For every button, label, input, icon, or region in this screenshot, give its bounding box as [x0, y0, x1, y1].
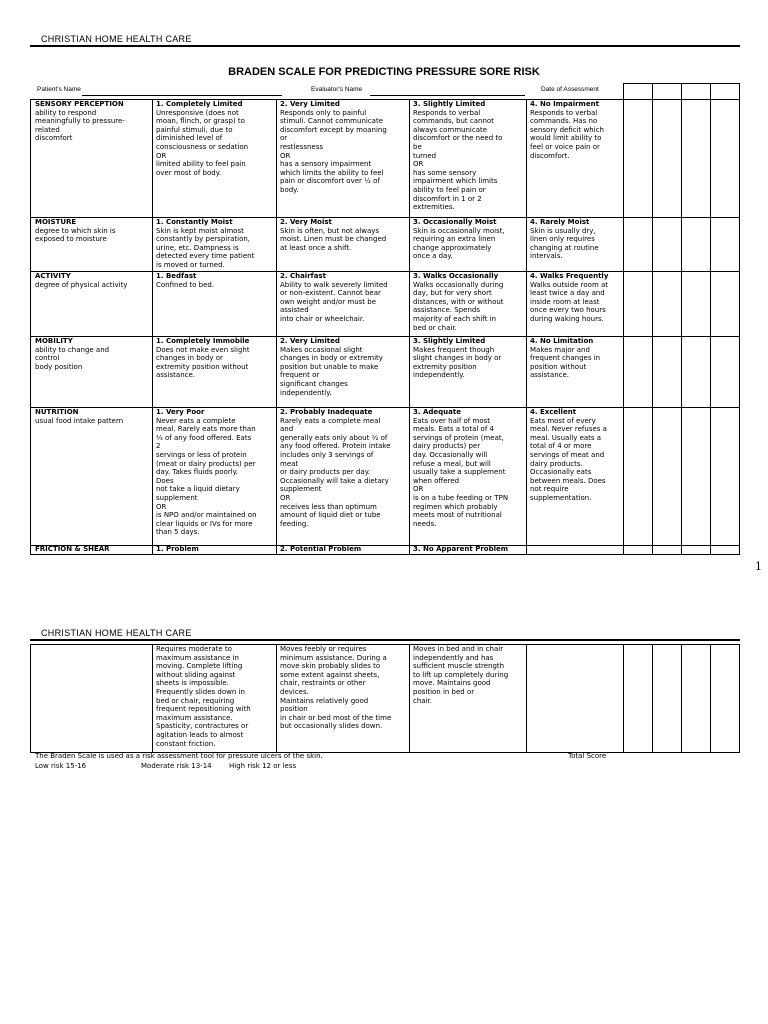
level-cell-2: [280, 545, 407, 553]
col-rule: [623, 99, 624, 554]
level-description: Makes frequent though slight changes in body or extremity position independently.: [413, 345, 502, 380]
header-rule-page-2: [30, 639, 740, 641]
category-title: MOBILITY: [35, 337, 73, 345]
level-cell-4: [530, 408, 621, 544]
level-description: Skin is often, but not always moist. Linen must be changed at least once a shift.: [280, 226, 387, 252]
level-cell-1: [156, 272, 274, 335]
score-col-divider: [710, 83, 711, 554]
category-title: MOISTURE: [35, 218, 77, 226]
score-col-divider: [681, 83, 682, 554]
level-cell-2: [280, 408, 407, 544]
scale-note: The Braden Scale is used as a risk assessment tool for pressure ulcers of the skin.: [35, 752, 323, 760]
level-title: 2. Potential Problem: [280, 545, 362, 553]
level-title: 4. Excellent: [530, 408, 577, 416]
col-rule: [526, 644, 527, 752]
score-col-divider: [652, 83, 653, 554]
col-rule: [409, 644, 410, 752]
level-description: Walks outside room at least twice a day and inside room at least once every two hours during waking hours.: [530, 280, 609, 323]
level-title: 3. Walks Occasionally: [413, 272, 499, 280]
level-title: 2. Very Limited: [280, 100, 340, 108]
level-cell-4: [530, 545, 621, 553]
level-title: 1. Problem: [156, 545, 199, 553]
level-title: 3. No Apparent Problem: [413, 545, 509, 553]
level-cell-1: [156, 100, 274, 216]
org-header: CHRISTIAN HOME HEALTH CARE: [41, 34, 192, 44]
col-rule: [152, 644, 153, 752]
level-description: Eats over half of most meals. Eats a total of 4 servings of protein (meat, dairy products) per day. Occasionally will refuse a meal, but will usually take a supplement when offered OR is on a tube feeding or TPN regimen which probably meets most of nutritional needs.: [413, 416, 509, 528]
evaluator-name-label: Evaluator's Name: [311, 86, 363, 93]
moderate-risk-note: Moderate risk 13-14: [141, 762, 212, 770]
col-rule: [623, 644, 624, 752]
level-description: Skin is usually dry, linen only requires changing at routine intervals.: [530, 226, 599, 261]
level-title: 2. Probably Inadequate: [280, 408, 373, 416]
level-title: 3. Slightly Limited: [413, 100, 486, 108]
col-rule: [152, 99, 153, 554]
col-rule: [526, 99, 527, 554]
level-cell-4: [530, 337, 621, 406]
continuation-cell-2: Moves feebly or requires minimum assistance. During a move skin probably slides to some extent against sheets, chair, restraints or other devices. Maintains relatively good position in chair or bed most of the time but occasionally slides down.: [280, 645, 392, 731]
level-cell-1: [156, 408, 274, 544]
level-title: 1. Constantly Moist: [156, 218, 233, 226]
high-risk-note: High risk 12 or less: [229, 762, 297, 770]
level-cell-4: [530, 272, 621, 335]
patient-name-line[interactable]: [82, 95, 282, 96]
continuation-cell-1: Requires moderate to maximum assistance in moving. Complete lifting without sliding against sheets is impossible. Frequently slides down in bed or chair, requiring frequent repositioning with maximum assistance. Spasticity, contractures or agitation leads to almost constant friction.: [156, 645, 251, 748]
form-title: BRADEN SCALE FOR PREDICTING PRESSURE SORE RISK: [228, 66, 540, 78]
level-cell-3: [413, 408, 524, 544]
total-score-label: Total Score: [568, 752, 607, 760]
category-title: SENSORY PERCEPTION: [35, 100, 124, 108]
level-description: Skin is occasionally moist, requiring an extra linen change approximately once a day.: [413, 226, 505, 261]
category-cell: [35, 545, 149, 553]
level-title: 3. Adequate: [413, 408, 461, 416]
level-cell-2: [280, 337, 407, 406]
category-cell: [35, 408, 149, 544]
level-description: Ability to walk severely limited or non-existent. Cannot bear own weight and/or must be assisted into chair or wheelchair.: [280, 280, 388, 323]
level-description: Rarely eats a complete meal and generally eats only about ½ of any food offered. Protein intake includes only 3 servings of meat or dairy products per day. Occasionally will take a dietary supplement OR receives less than optimum amount of liquid diet or tube feeding.: [280, 416, 391, 528]
level-description: Responds only to painful stimuli. Cannot communicate discomfort except by moaning or restlessness OR has a sensory impairment which limits the ability to feel pain or discomfort over ½ of body.: [280, 108, 387, 194]
level-title: 1. Very Poor: [156, 408, 205, 416]
level-cell-3: [413, 218, 524, 270]
level-description: Responds to verbal commands. Has no sensory deficit which would limit ability to feel or voice pain or discomfort.: [530, 108, 604, 160]
level-description: Responds to verbal commands, but cannot always communicate discomfort or the need to be turned OR has some sensory impairment which limits ability to feel pain or discomfort in 1 or 2 extremities.: [413, 108, 503, 212]
level-description: Does not make even slight changes in body or extremity position without assistance.: [156, 345, 250, 380]
level-cell-2: [280, 218, 407, 270]
level-title: 2. Very Moist: [280, 218, 332, 226]
level-description: Never eats a complete meal. Rarely eats more than ⅓ of any food offered. Eats 2 servings or less of protein (meat or dairy products) per day. Takes fluids poorly. Does not take a liquid dietary supplement OR is NPO and/or maintained on clear liquids or IVs for more than 5 days.: [156, 416, 257, 537]
score-box-top: [623, 83, 740, 84]
level-title: 1. Bedfast: [156, 272, 197, 280]
col-rule: [409, 99, 410, 554]
level-cell-2: [280, 272, 407, 335]
level-title: 4. Walks Frequently: [530, 272, 609, 280]
level-title: 1. Completely Limited: [156, 100, 243, 108]
category-description: degree to which skin is exposed to moisture: [35, 226, 116, 244]
date-label: Date of Assessment: [541, 86, 599, 93]
level-title: 3. Slightly Limited: [413, 337, 486, 345]
page-number: 1: [755, 560, 762, 573]
col-rule: [276, 99, 277, 554]
category-cell: [35, 272, 149, 335]
level-title: 4. Rarely Moist: [530, 218, 590, 226]
col-rule: [276, 644, 277, 752]
low-risk-note: Low risk 15-16: [35, 762, 87, 770]
header-rule: [30, 45, 740, 47]
category-cell: [35, 337, 149, 406]
continuation-cell-3: Moves in bed and in chair independently and has sufficient muscle strength to lift up completely during move. Maintains good position in bed or chair.: [413, 645, 509, 705]
level-cell-1: [156, 218, 274, 270]
patient-name-label: Patient's Name: [37, 86, 81, 93]
level-description: Makes major and frequent changes in position without assistance.: [530, 345, 601, 380]
col-rule: [30, 99, 31, 554]
level-title: 4. No Limitation: [530, 337, 594, 345]
level-cell-4: [530, 100, 621, 216]
category-description: ability to change and control body position: [35, 345, 110, 371]
level-description: Skin is kept moist almost constantly by perspiration, urine, etc. Dampness is detected every time patient is moved or turned.: [156, 226, 255, 269]
level-title: 4. No Impairment: [530, 100, 599, 108]
score-col-divider: [739, 83, 740, 554]
col-rule: [739, 644, 740, 752]
level-cell-3: [413, 545, 524, 553]
level-description: Walks occasionally during day, but for very short distances, with or without assistance. Spends majority of each shift in bed or chair.: [413, 280, 504, 332]
evaluator-name-line[interactable]: [370, 95, 525, 96]
level-cell-1: [156, 337, 274, 406]
category-title: NUTRITION: [35, 408, 79, 416]
level-title: 2. Chairfast: [280, 272, 326, 280]
row-rule: [30, 554, 740, 555]
category-description: degree of physical activity: [35, 280, 128, 289]
level-cell-3: [413, 100, 524, 216]
level-description: Confined to bed.: [156, 280, 215, 289]
col-rule: [652, 644, 653, 752]
level-cell-2: [280, 100, 407, 216]
level-title: 1. Completely Immobile: [156, 337, 250, 345]
col-rule: [681, 644, 682, 752]
category-title: FRICTION & SHEAR: [35, 545, 110, 553]
col-rule: [710, 644, 711, 752]
org-header-page-2: CHRISTIAN HOME HEALTH CARE: [41, 628, 192, 638]
category-cell: [35, 218, 149, 270]
col-rule: [30, 644, 31, 752]
level-cell-3: [413, 272, 524, 335]
level-description: Makes occasional slight changes in body or extremity position but unable to make frequent or significant changes independently.: [280, 345, 383, 397]
category-description: usual food intake pattern: [35, 416, 124, 425]
level-title: 3. Occasionally Moist: [413, 218, 497, 226]
level-cell-4: [530, 218, 621, 270]
level-cell-1: [156, 545, 274, 553]
category-cell: [35, 100, 149, 216]
level-description: Unresponsive (does not moan, flinch, or grasp) to painful stimuli, due to diminished level of consciousness or sedation OR limited ability to feel pain over most of body.: [156, 108, 249, 177]
category-title: ACTIVITY: [35, 272, 71, 280]
level-title: 2. Very Limited: [280, 337, 340, 345]
level-description: Eats most of every meal. Never refuses a meal. Usually eats a total of 4 or more servings of meat and dairy products. Occasionally eats between meals. Does not require supplementation.: [530, 416, 607, 502]
category-description: ability to respond meaningfully to pressure- related discomfort: [35, 108, 125, 143]
level-cell-3: [413, 337, 524, 406]
